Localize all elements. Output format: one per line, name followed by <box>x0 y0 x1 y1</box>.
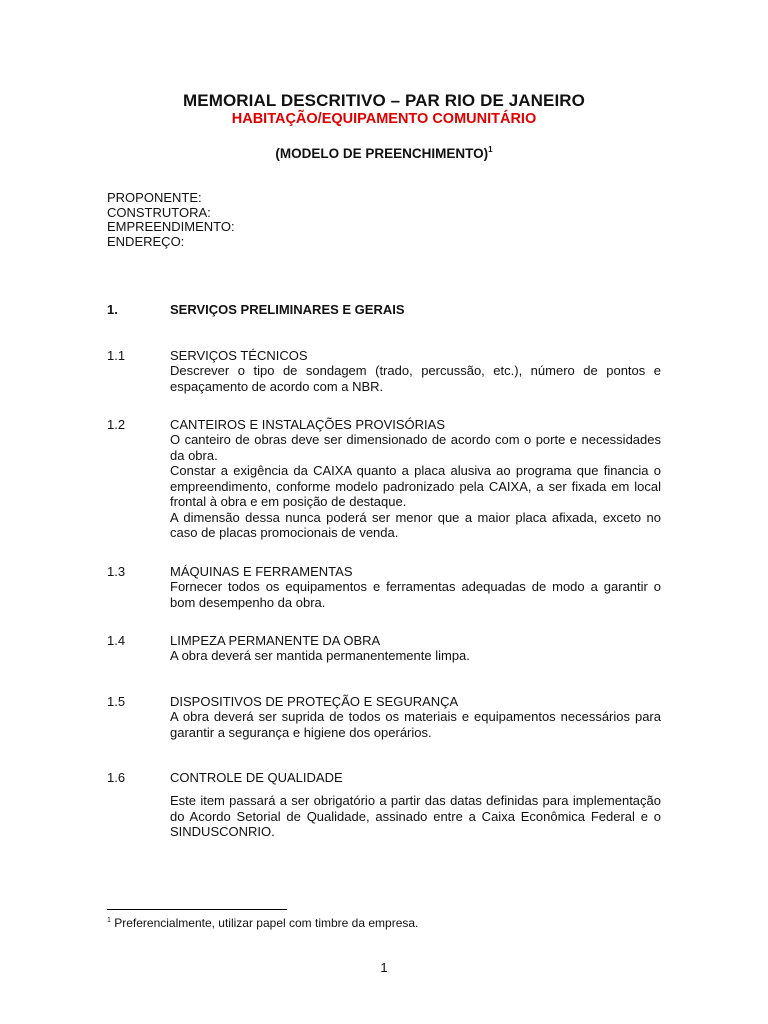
footnote-mark: 1 <box>107 917 111 924</box>
item-paragraph: Fornecer todos os equipamentos e ferramentas adequadas de modo a garantir o bom desempenho da obra. <box>170 579 661 610</box>
form-fields <box>107 191 235 249</box>
footnote-text: Preferencialmente, utilizar papel com timbre da empresa. <box>110 916 419 930</box>
item-title: CONTROLE DE QUALIDADE <box>170 770 343 785</box>
item-number: 1.5 <box>107 694 126 709</box>
section-number: 1. <box>107 302 118 317</box>
model-heading <box>0 145 768 161</box>
document-title: MEMORIAL DESCRITIVO – PAR RIO DE JANEIRO <box>183 91 585 110</box>
item-title: DISPOSITIVOS DE PROTEÇÃO E SEGURANÇA <box>170 694 459 709</box>
field-proponente: PROPONENTE: <box>107 190 202 205</box>
item-number: 1.4 <box>107 633 126 648</box>
item-paragraph: A obra deverá ser mantida permanentemente limpa. <box>170 648 470 663</box>
item-body <box>170 432 661 541</box>
item-paragraph: A obra deverá ser suprida de todos os materiais e equipamentos necessários para garantir a segurança e higiene dos operários. <box>170 709 661 740</box>
item-paragraph: Constar a exigência da CAIXA quanto a placa alusiva ao programa que financia o empreendimento, conforme modelo padronizado pela CAIXA, a ser fixada em local frontal à obra e em posição de destaque. <box>170 463 661 509</box>
model-label: (MODELO DE PREENCHIMENTO) <box>275 146 489 161</box>
field-endereco: ENDEREÇO: <box>107 233 185 249</box>
item-body <box>170 363 661 394</box>
field-empreendimento: EMPREENDIMENTO: <box>107 219 235 234</box>
item-title: SERVIÇOS TÉCNICOS <box>170 348 308 363</box>
footnote-divider <box>107 909 287 910</box>
item-number: 1.2 <box>107 417 126 432</box>
page-number: 1 <box>380 960 388 975</box>
item-number: 1.3 <box>107 564 126 579</box>
item-paragraph: O canteiro de obras deve ser dimensionado de acordo com o porte e necessidades da obra. <box>170 432 661 463</box>
field-construtora: CONSTRUTORA: <box>107 204 211 220</box>
item-title: MÁQUINAS E FERRAMENTAS <box>170 564 353 579</box>
item-body <box>170 648 661 664</box>
item-number: 1.1 <box>107 348 126 363</box>
item-paragraph: A dimensão dessa nunca poderá ser menor que a maior placa afixada, exceto no caso de placas promocionais de venda. <box>170 509 661 540</box>
item-paragraph: Este item passará a ser obrigatório a partir das datas definidas para implementação do Acordo Setorial de Qualidade, assinado entre a Caixa Econômica Federal e o SINDUSCONRIO. <box>170 793 661 839</box>
item-paragraph: Descrever o tipo de sondagem (trado, percussão, etc.), número de pontos e espaçamento de acordo com a NBR. <box>170 363 661 394</box>
item-title: LIMPEZA PERMANENTE DA OBRA <box>170 633 381 648</box>
item-number: 1.6 <box>107 770 126 785</box>
footnote-reference: 1 <box>488 145 493 154</box>
section-title: SERVIÇOS PRELIMINARES E GERAIS <box>170 302 405 317</box>
item-body <box>170 793 661 840</box>
footnote <box>107 916 418 930</box>
item-body <box>170 579 661 610</box>
document-subtitle: HABITAÇÃO/EQUIPAMENTO COMUNITÁRIO <box>231 111 537 127</box>
item-body <box>170 709 661 740</box>
item-title: CANTEIROS E INSTALAÇÕES PROVISÓRIAS <box>170 417 445 432</box>
